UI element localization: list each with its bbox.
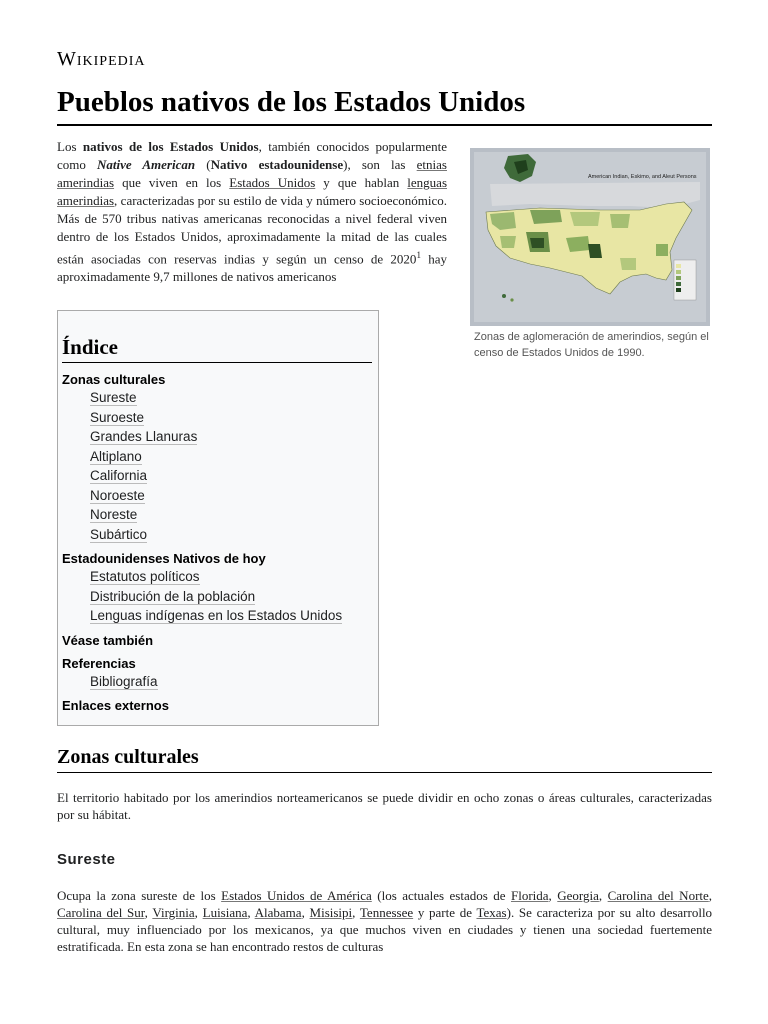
wikipedia-logo[interactable]: Wikipedia: [57, 48, 146, 70]
toc-subsection-link[interactable]: California: [90, 468, 148, 483]
link-estados-unidos[interactable]: Estados Unidos: [229, 175, 316, 190]
link-estados-unidos-de-america[interactable]: Estados Unidos de América: [221, 888, 372, 903]
toc-subsection-link[interactable]: Sureste: [90, 390, 137, 405]
link-lenguas-amerindias[interactable]: lenguas amerindias: [57, 175, 448, 208]
sureste-paragraph: Ocupa la zona sureste de los Estados Unidos de América (los actuales estados de Florida, Georgia, Carolina del Norte, Carolina del Sur, Virginia, Luisiana, Alabama, Misisipi, Tennessee y parte de Texas). Se caracteriza por su alto desarrollo cultural, muy influenciado por los mexicanos, ya que muchos viven en ciudades y tienen una sociedad fuertemente estratificada. En esta zona se han encontrado restos de culturas: [57, 888, 713, 954]
toc-section-link[interactable]: Estadounidenses Nativos de hoy: [62, 551, 266, 566]
toc-subsection-link[interactable]: Bibliografía: [90, 673, 158, 689]
link-texas[interactable]: Texas: [476, 905, 507, 920]
link-misisipi[interactable]: Misisipi: [309, 905, 353, 920]
table-of-contents: [57, 310, 379, 726]
toc-subsection-link[interactable]: Estatutos políticos: [90, 569, 200, 584]
toc-subsection-link[interactable]: Distribución de la población: [90, 588, 256, 604]
toc-subsection-link[interactable]: Noreste: [90, 507, 138, 522]
link-florida[interactable]: Florida: [510, 888, 549, 903]
map-title: American Indian, Eskimo, and Aleut Persons: [588, 174, 697, 180]
toc-list: [62, 371, 372, 714]
census-map-image[interactable]: [470, 148, 710, 326]
title-divider: [57, 124, 712, 126]
link-alabama[interactable]: Alabama: [254, 905, 302, 920]
toc-subsection-link[interactable]: Altiplano: [90, 448, 142, 464]
link-etnias-amerindias[interactable]: etnias amerindias: [57, 157, 447, 190]
link-virginia[interactable]: Virginia: [152, 905, 195, 920]
toc-title: Índice: [62, 335, 372, 363]
link-luisiana[interactable]: Luisiana: [202, 905, 248, 920]
toc-section-link[interactable]: Zonas culturales: [62, 372, 166, 387]
toc-subsection-link[interactable]: Subártico: [90, 526, 148, 542]
figure-caption: Zonas de aglomeración de amerindios, según el censo de Estados Unidos de 1990.: [474, 331, 709, 359]
toc-section-link[interactable]: Referencias: [62, 655, 136, 671]
reference-marker[interactable]: 1: [416, 250, 421, 260]
intro-paragraph: Los nativos de los Estados Unidos, también conocidos popularmente como Native American (Nativo estadounidense), son las etnias amerindias que viven en los Estados Unidos y que hablan lenguas amerindias, caracterizadas por su estilo de vida y número socioeconómico. Más de 570 tribus nativas americanas reconocidas a nivel federal viven dentro de los Estados Unidos, aproximadamente la mitad de las cuales están asociadas con reservas indias y según un censo de 2020$^1$ hay aproximadamente 9,7 millones de nativos americanos: [57, 139, 448, 285]
toc-section-link[interactable]: Véase también: [62, 632, 154, 648]
section-heading-zonas-culturales: Zonas culturales: [57, 746, 199, 768]
zonas-paragraph: El territorio habitado por los amerindios norteamericanos se puede dividir en ocho zonas o áreas culturales, caracterizadas por su hábitat.: [57, 790, 712, 822]
link-carolina-del-sur[interactable]: Carolina del Sur: [57, 905, 145, 920]
link-carolina-del-norte[interactable]: Carolina del Norte: [607, 888, 709, 903]
link-tennessee[interactable]: Tennessee: [359, 905, 414, 920]
link-georgia[interactable]: Georgia: [557, 888, 599, 903]
page-title: Pueblos nativos de los Estados Unidos: [57, 86, 526, 118]
toc-section-link[interactable]: Enlaces externos: [62, 698, 169, 713]
toc-subsection-link[interactable]: Noroeste: [90, 487, 145, 503]
toc-subsection-link[interactable]: Suroeste: [90, 409, 145, 425]
toc-subsection-link[interactable]: Grandes Llanuras: [90, 429, 198, 444]
toc-subsection-link[interactable]: Lenguas indígenas en los Estados Unidos: [90, 608, 343, 623]
section-heading-sureste: Sureste: [57, 851, 116, 868]
map-figure: [470, 148, 710, 361]
section-divider: [57, 772, 712, 773]
